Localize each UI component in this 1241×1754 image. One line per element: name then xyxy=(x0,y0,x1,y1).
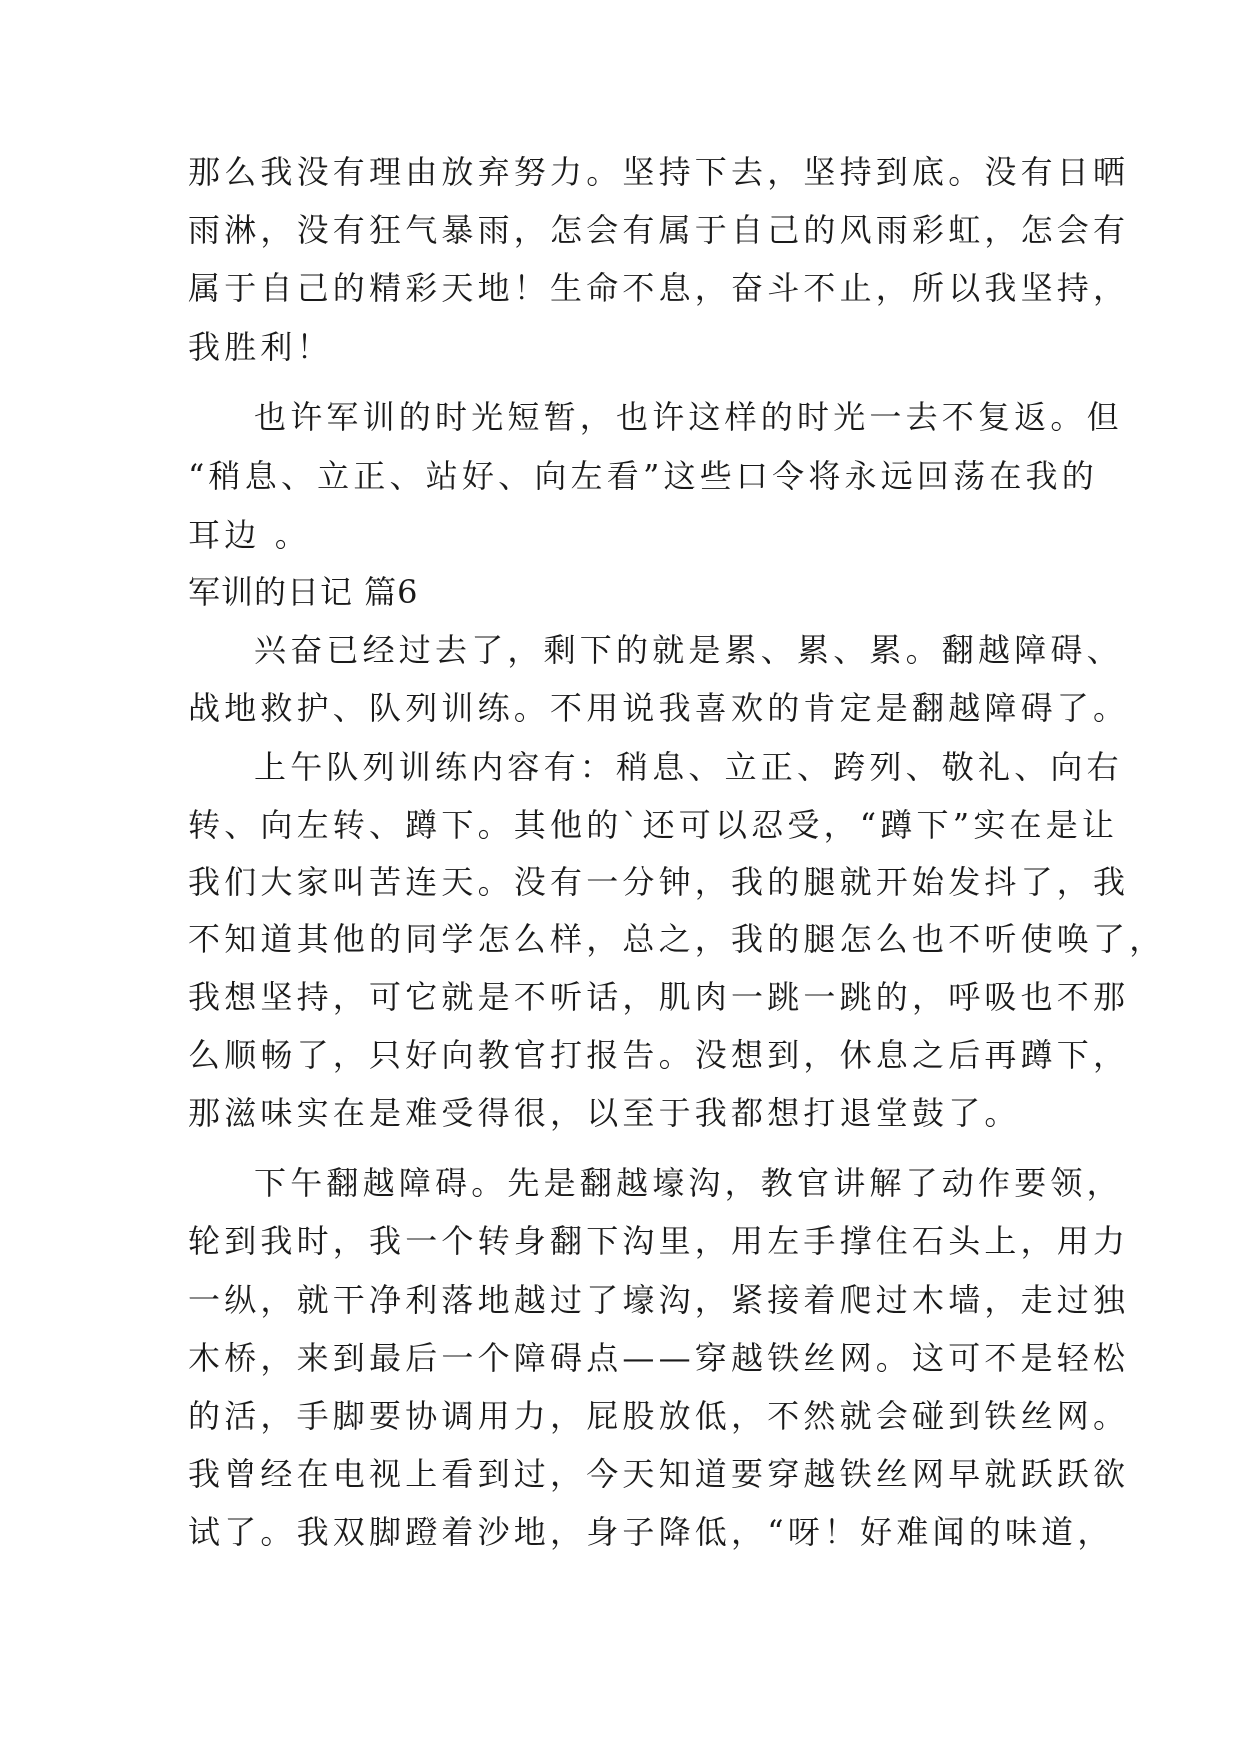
paragraph-start-line: 下午翻越障碍。先是翻越壕沟，教官讲解了动作要领， xyxy=(254,1164,1123,1202)
text-line: 雨淋，没有狂气暴雨，怎会有属于自己的风雨彩虹，怎会有 xyxy=(188,211,1130,249)
text-line: 战地救护、队列训练。不用说我喜欢的肯定是翻越障碍了。 xyxy=(188,689,1130,727)
text-line: 不知道其他的同学怎么样，总之，我的腿怎么也不听使唤了， xyxy=(188,920,1166,958)
text-line: 属于自己的精彩天地！生命不息，奋斗不止，所以我坚持， xyxy=(188,269,1130,307)
text-line: 转、向左转、蹲下。其他的`还可以忍受，“蹲下”实在是让 xyxy=(188,806,1119,844)
text-line: 一纵，就干净利落地越过了壕沟，紧接着爬过木墙，走过独 xyxy=(188,1281,1130,1319)
text-line: 木桥，来到最后一个障碍点——穿越铁丝网。这可不是轻松 xyxy=(188,1339,1130,1377)
text-line: 我曾经在电视上看到过，今天知道要穿越铁丝网早就跃跃欲 xyxy=(188,1455,1130,1493)
text-line: 我胜利！ xyxy=(188,328,333,366)
text-line: 我想坚持，可它就是不听话，肌肉一跳一跳的，呼吸也不那 xyxy=(188,978,1130,1016)
text-line: 试了。我双脚蹬着沙地，身子降低，“呀！好难闻的味道， xyxy=(188,1513,1114,1551)
text-line: 我们大家叫苦连天。没有一分钟，我的腿就开始发抖了，我 xyxy=(188,863,1130,901)
text-line: 耳边 。 xyxy=(188,516,311,554)
text-line: 那么我没有理由放弃努力。坚持下去，坚持到底。没有日晒 xyxy=(188,153,1130,191)
text-line: 的活，手脚要协调用力，屁股放低，不然就会碰到铁丝网。 xyxy=(188,1397,1130,1435)
text-line: 么顺畅了，只好向教官打报告。没想到，休息之后再蹲下， xyxy=(188,1036,1130,1074)
text-line: 轮到我时，我一个转身翻下沟里，用左手撑住石头上，用力 xyxy=(188,1222,1130,1260)
paragraph-start-line: 也许军训的时光短暂，也许这样的时光一去不复返。但 xyxy=(254,398,1123,436)
section-heading: 军训的日记 篇6 xyxy=(188,573,419,611)
text-line: 那滋味实在是难受得很，以至于我都想打退堂鼓了。 xyxy=(188,1094,1021,1132)
paragraph-start-line: 兴奋已经过去了，剩下的就是累、累、累。翻越障碍、 xyxy=(254,631,1123,669)
text-line: “稍息、立正、站好、向左看”这些口令将永远回荡在我的 xyxy=(188,457,1098,495)
paragraph-start-line: 上午队列训练内容有：稍息、立正、跨列、敬礼、向右 xyxy=(254,748,1123,786)
